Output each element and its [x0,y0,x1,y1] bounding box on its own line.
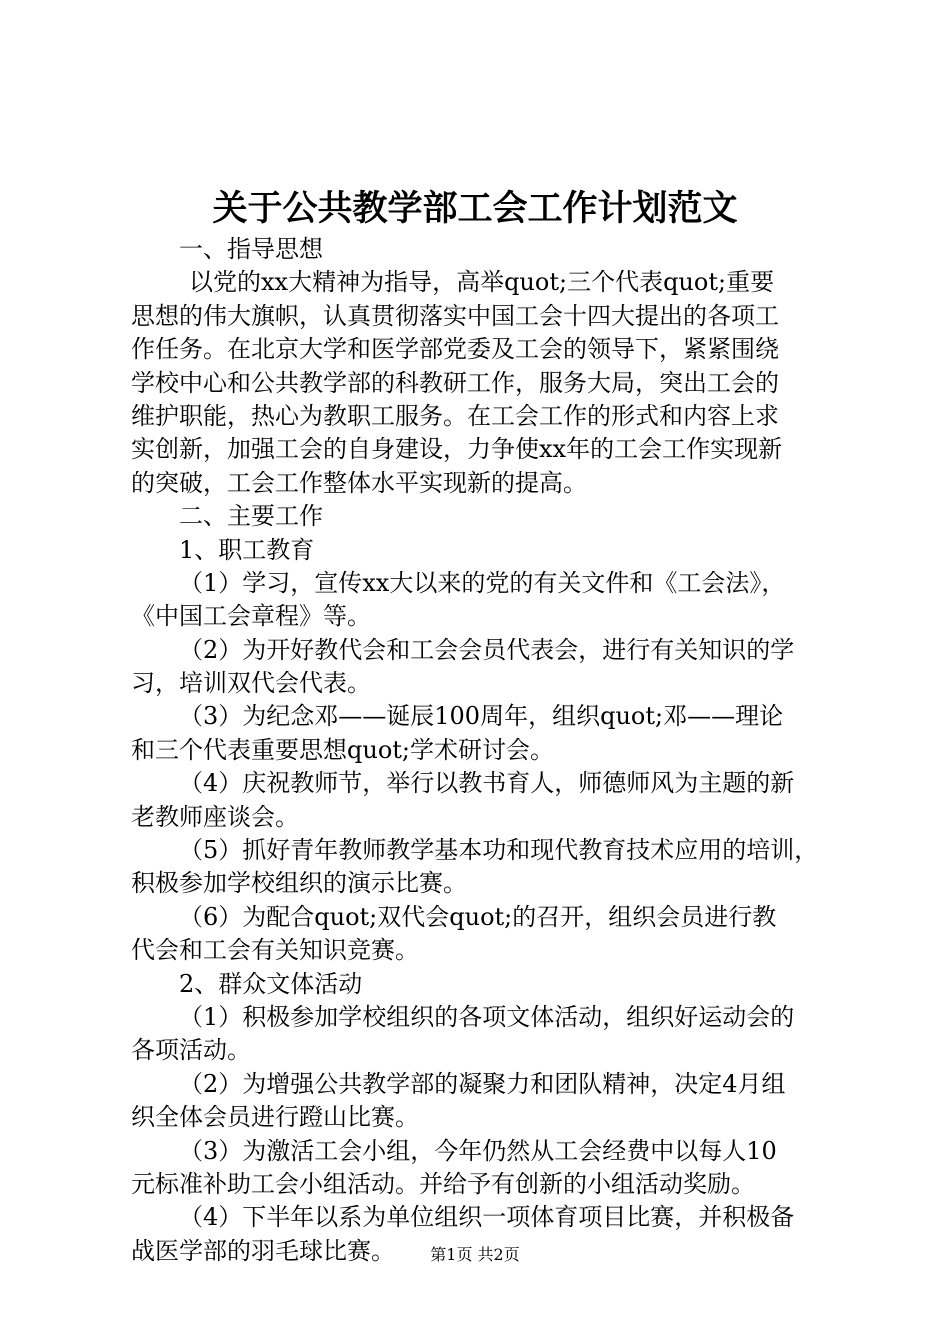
document-title: 关于公共教学部工会工作计划范文 [212,188,738,229]
list-item-line: （6）为配合quot;双代会quot;的召开，组织会员进行教 [179,902,777,931]
paragraph-line: 学校中心和公共教学部的科教研工作，服务大局，突出工会的 [131,368,779,397]
list-item-line: （4）下半年以系为单位组织一项体育项目比赛，并积极备 [179,1203,795,1232]
paragraph-line: 以党的xx大精神为指导，高举quot;三个代表quot;重要 [189,268,775,297]
list-item-line: 代会和工会有关知识竞赛。 [131,936,419,965]
list-item-line: （3）为激活工会小组，今年仍然从工会经费中以每人10 [179,1136,777,1165]
subsection-heading-cultural-sports: 2、群众文体活动 [179,969,363,998]
page-number-footer: 第1页 共2页 [430,1245,520,1264]
list-item-line: （3）为纪念邓——诞辰100周年，组织quot;邓——理论 [179,702,784,731]
list-item-line: 织全体会员进行蹬山比赛。 [131,1103,419,1132]
paragraph-line: 作任务。在北京大学和医学部党委及工会的领导下，紧紧围绕 [131,335,779,364]
paragraph-line: 维护职能，热心为教职工服务。在工会工作的形式和内容上求 [131,401,779,430]
paragraph-line: 的突破，工会工作整体水平实现新的提高。 [131,468,587,497]
list-item-line: 积极参加学校组织的演示比赛。 [131,869,467,898]
section-heading-guiding-ideology: 一、指导思想 [179,235,323,263]
list-item-line: 和三个代表重要思想quot;学术研讨会。 [131,735,554,764]
section-heading-main-work: 二、主要工作 [179,502,323,531]
list-item-line: 元标准补助工会小组活动。并给予有创新的小组活动奖励。 [131,1169,755,1198]
list-item-line: （1）积极参加学校组织的各项文体活动，组织好运动会的 [179,1002,795,1031]
list-item-line: 《中国工会章程》等。 [131,602,371,631]
list-item-line: 老教师座谈会。 [131,802,299,831]
list-item-line: （1）学习，宣传xx大以来的党的有关文件和《工会法》， [179,568,786,597]
paragraph-line: 实创新，加强工会的自身建设，力争使xx年的工会工作实现新 [131,435,783,464]
list-item-line: 各项活动。 [131,1036,251,1065]
list-item-line: 习，培训双代会代表。 [131,669,371,698]
paragraph-line: 思想的伟大旗帜，认真贯彻落实中国工会十四大提出的各项工 [131,301,779,330]
document-body [131,233,831,1268]
list-item-line: （5）抓好青年教师教学基本功和现代教育技术应用的培训， [179,836,819,865]
list-item-line: （2）为开好教代会和工会会员代表会，进行有关知识的学 [179,635,795,664]
list-item-line: （4）庆祝教师节，举行以教书育人，师德师风为主题的新 [179,769,795,798]
list-item-line: （2）为增强公共教学部的凝聚力和团队精神，决定4月组 [179,1069,786,1098]
list-item-line: 战医学部的羽毛球比赛。 [131,1236,395,1265]
subsection-heading-staff-education: 1、职工教育 [179,535,315,564]
